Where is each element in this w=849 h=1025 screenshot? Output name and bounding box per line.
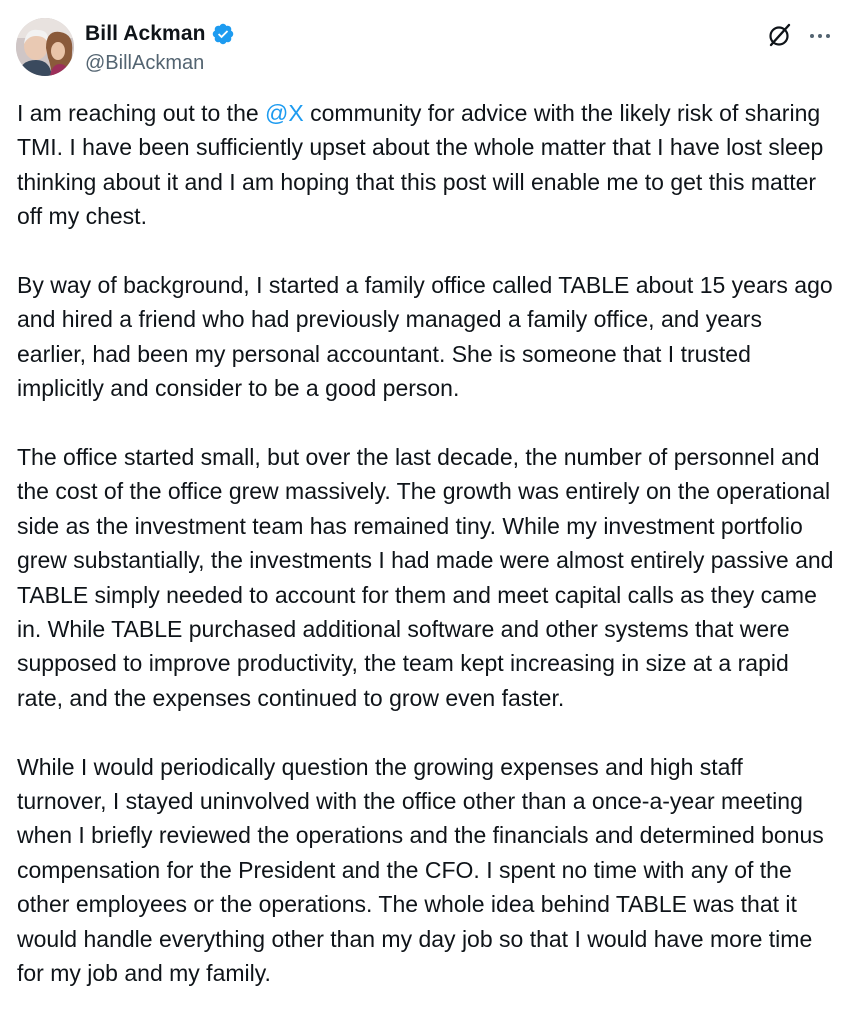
tweet-text-segment: I am reaching out to the [17,100,266,126]
tweet-header [16,18,833,78]
verified-badge-icon[interactable] [211,22,235,46]
tweet-paragraph: While I would periodically question the growing expenses and high staff turnover, I stayed uninvolved with the office other than a once-a-year meeting when I briefly reviewed the operations and the financials and determined bonus compensation for the President and the CFO. I spent no time with any of the other employees or the operations. The whole idea behind TABLE was that it would handle everything other than my day job so that I would have more time for my job and my family. [17,753,824,987]
tweet-text-segment: community for advice with the likely risk of sharing TMI. I have been sufficiently upset about the whole matter that I have lost sleep thinking about it and I am hoping that this post will enable me to get this matter off my chest. [17,100,824,230]
tweet-text [17,96,837,1025]
tweet-paragraph: The office started small, but over the last decade, the number of personnel and the cost of the office grew massively. The growth was entirely on the operational side as the investment team has remained tiny. While my investment portfolio grew substantially, the investments I had made were almost entirely passive and TABLE simply needed to account for them and meet capital calls as they came in. While TABLE purchased additional software and other systems that were supposed to improve productivity, the team kept increasing in size at a rapid rate, and the expenses continued to grow even faster. [17,444,834,711]
tweet-paragraph [17,96,837,234]
author-info [85,20,235,75]
author-display-name[interactable]: Bill Ackman [85,22,206,45]
mention-link[interactable]: @X [265,100,304,126]
avatar[interactable] [16,18,74,76]
author-handle[interactable]: @BillAckman [85,52,205,74]
tweet-paragraph: By way of background, I started a family office called TABLE about 15 years ago and hired a friend who had previously managed a family office, and years earlier, had been my personal accountant. She is someone that I trusted implicitly and consider to be a good person. [17,272,833,402]
header-actions [767,22,833,48]
more-horizontal-icon[interactable] [807,22,833,48]
grok-icon[interactable] [767,22,793,48]
profile-photo-icon [16,18,74,76]
name-row [85,20,235,48]
